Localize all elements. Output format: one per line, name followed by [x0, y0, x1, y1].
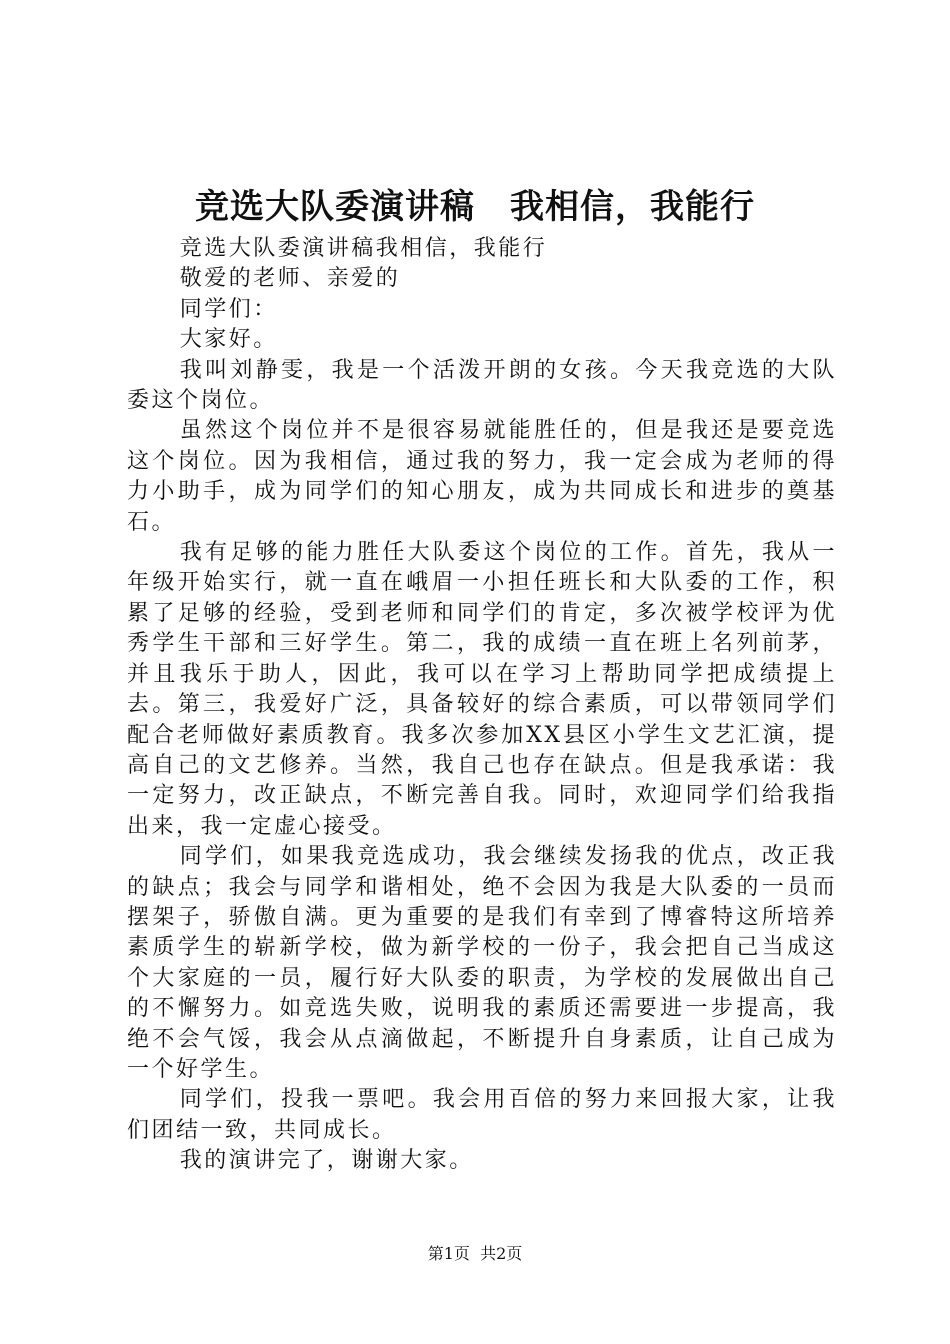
paragraph: 同学们：	[179, 296, 278, 322]
paragraph: 同学们，如果我竞选成功，我会继续发扬我的优点，改正我的缺点；我会与同学和谐相处，绝不会因为我是大队委的一员而摆架子，骄傲自满。更为重要的是我们有幸到了博睿特这所培养素质学生的崭新学校，做为新学校的一份子，我会把自己当成这个大家庭的一员，履行好大队委的职责，为学校的发展做出自己的不懈努力。如竞选失败，说明我的素质还需要进一步提高，我绝不会气馁，我会从点滴做起，不断提升自身素质，让自己成为一个好学生。	[127, 844, 837, 1082]
paragraph: 敬爱的老师、亲爱的	[179, 266, 401, 292]
page-number-footer: 第1页 共2页	[427, 1244, 523, 1263]
paragraph: 我有足够的能力胜任大队委这个岗位的工作。首先，我从一年级开始实行，就一直在峨眉一小担任班长和大队委的工作，积累了足够的经验，受到老师和同学们的肯定，多次被学校评为优秀学生干部和三好学生。第二，我的成绩一直在班上名列前茅，并且我乐于助人，因此，我可以在学习上帮助同学把成绩提上去。第三，我爱好广泛，具备较好的综合素质，可以带领同学们配合老师做好素质教育。我多次参加XX县区小学生文艺汇演，提高自己的文艺修养。当然，我自己也存在缺点。但是我承诺：我一定努力，改正缺点，不断完善自我。同时，欢迎同学们给我指出来，我一定虚心接受。	[127, 540, 837, 839]
document-title: 竞选大队委演讲稿 我相信，我能行	[195, 187, 755, 227]
paragraph: 我叫刘静雯，我是一个活泼开朗的女孩。今天我竞选的大队委这个岗位。	[127, 357, 837, 414]
paragraph: 竞选大队委演讲稿我相信，我能行	[179, 236, 548, 261]
document-body	[127, 234, 837, 1177]
paragraph: 虽然这个岗位并不是很容易就能胜任的，但是我还是要竞选这个岗位。因为我相信，通过我的努力，我一定会成为老师的得力小助手，成为同学们的知心朋友，成为共同成长和进步的奠基石。	[127, 418, 837, 535]
paragraph: 同学们，投我一票吧。我会用百倍的努力来回报大家，让我们团结一致，共同成长。	[127, 1087, 837, 1143]
paragraph: 大家好。	[179, 327, 278, 353]
paragraph: 我的演讲完了，谢谢大家。	[179, 1148, 474, 1174]
